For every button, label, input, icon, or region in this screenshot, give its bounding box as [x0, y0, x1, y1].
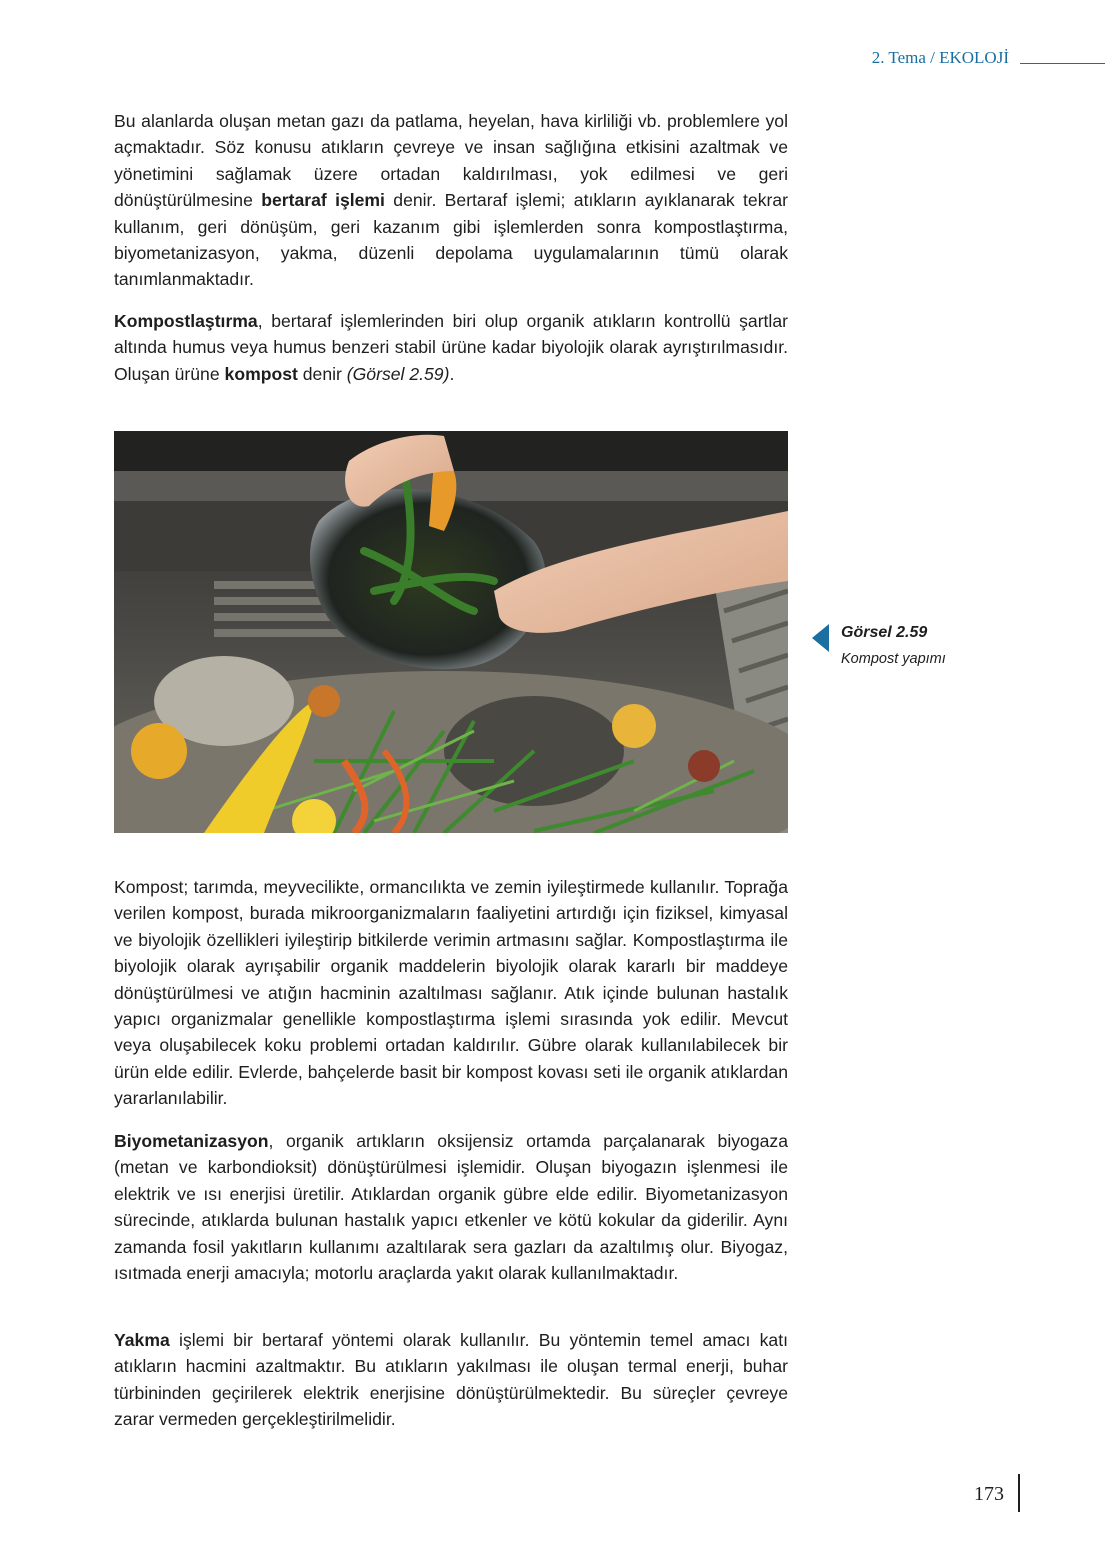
paragraph-text: . [449, 363, 455, 384]
chapter-title: 2. Tema / EKOLOJİ [871, 48, 1009, 67]
page-number-rule [1018, 1474, 1020, 1512]
paragraph-text: , bertaraf işlemlerinden biri olup organik atıkların kontrollü şartlar altında humus veya humus benzeri stabil ürüne kadar biyolojik olarak ayrıştırılmasıdır. Oluşan ürüne [114, 311, 788, 384]
term-biyometanizasyon: Biyometanizasyon [114, 1131, 269, 1151]
paragraph-text: Bu alanlarda oluşan metan gazı da patlama, heyelan, hava kirliliği vb. problemlere yol açmaktadır. Söz konusu atıkların çevreye ve insan sağlığına etkisini azaltmak ve yönetimini sağlamak üzere ortadan kaldırılması, yok edilmesi ve geri dönüştürülmesine [114, 111, 788, 211]
term-bertaraf: bertaraf işlemi [261, 190, 385, 211]
page-number: 173 [974, 1483, 1004, 1505]
paragraph-biomethanization [114, 1128, 788, 1286]
paragraph-composting [114, 308, 788, 387]
chapter-header [805, 48, 1105, 70]
paragraph-text: Kompost; tarımda, meyvecilikte, ormancılıkta ve zemin iyileştirmede kullanılır. Toprağa verilen kompost, burada mikroorganizmaların faaliyetini artırdığı için fiziksel, kimyasal ve biyolojik özellikleri iyileştirip bitkilerde verimin artmasını sağlar. Kompostlaştırma ile biyolojik olarak ayrışabilir organik maddelerin biyolojik olarak kararlı bir maddeye dönüştürülmesi ve atığın hacminin azaltılması sağlanır. Atık içinde bulunan hastalık yapıcı organizmalar genellikle kompostlaştırma işlemi sırasında yok edilir. Mevcut veya oluşabilecek koku problemi ortadan kaldırılır. Gübre olarak kullanılabilecek bir ürün elde edilir. Evlerde, bahçelerde basit bir kompost kovası seti ile organik atıklardan yararlanılabilir. [114, 877, 788, 1109]
header-rule [1020, 63, 1105, 64]
paragraph-text: işlemi bir bertaraf yöntemi olarak kullanılır. Bu yöntemin temel amacı katı atıkların hacmini azaltmaktır. Bu atıkların yakılması ile oluşan termal enerji, buhar türbininden geçirilerek elektrik enerjisine dönüştürülmektedir. Bu süreçler çevreye zarar vermeden gerçekleştirilmelidir. [114, 1330, 788, 1430]
paragraph-text: denir. Bertaraf işlemi; atıkların ayıklanarak tekrar kullanım, geri dönüşüm, geri kazanım gibi işlemlerden sonra kompostlaştırma, biyometanizasyon, yakma, düzenli depolama uygulamalarının tümü olarak tanımlanmaktadır. [114, 190, 788, 290]
term-kompostlastirma: Kompostlaştırma [114, 311, 258, 331]
term-yakma: Yakma [114, 1330, 170, 1350]
caption-subtitle: Kompost yapımı [841, 651, 946, 667]
term-kompost: kompost [224, 363, 298, 384]
paragraph-disposal [114, 108, 788, 293]
compost-photo [114, 431, 788, 833]
figure-reference: (Görsel 2.59) [346, 363, 450, 384]
paragraph-incineration [114, 1327, 788, 1433]
caption-arrow-icon [812, 624, 829, 652]
paragraph-text: denir [297, 363, 347, 384]
paragraph-text: , organik artıkların oksijensiz ortamda parçalanarak biyogaza (metan ve karbondioksit) dönüştürülmesi işlemidir. Oluşan biyogazın işlenmesi ile elektrik ve ısı enerjisi üretilir. Atıklardan organik gübre elde edilir. Biyometanizasyon sürecinde, atıklarda bulunan hastalık yapıcı etkenler ve kötü kokular da giderilir. Aynı zamanda fosil yakıtların kullanımı azaltılarak sera gazları da azaltılmış olur. Biyogaz, ısıtmada enerji amacıyla; motorlu araçlarda yakıt olarak kullanılmaktadır. [114, 1131, 788, 1284]
caption-title: Görsel 2.59 [841, 624, 928, 641]
paragraph-compost-uses [114, 874, 788, 1112]
